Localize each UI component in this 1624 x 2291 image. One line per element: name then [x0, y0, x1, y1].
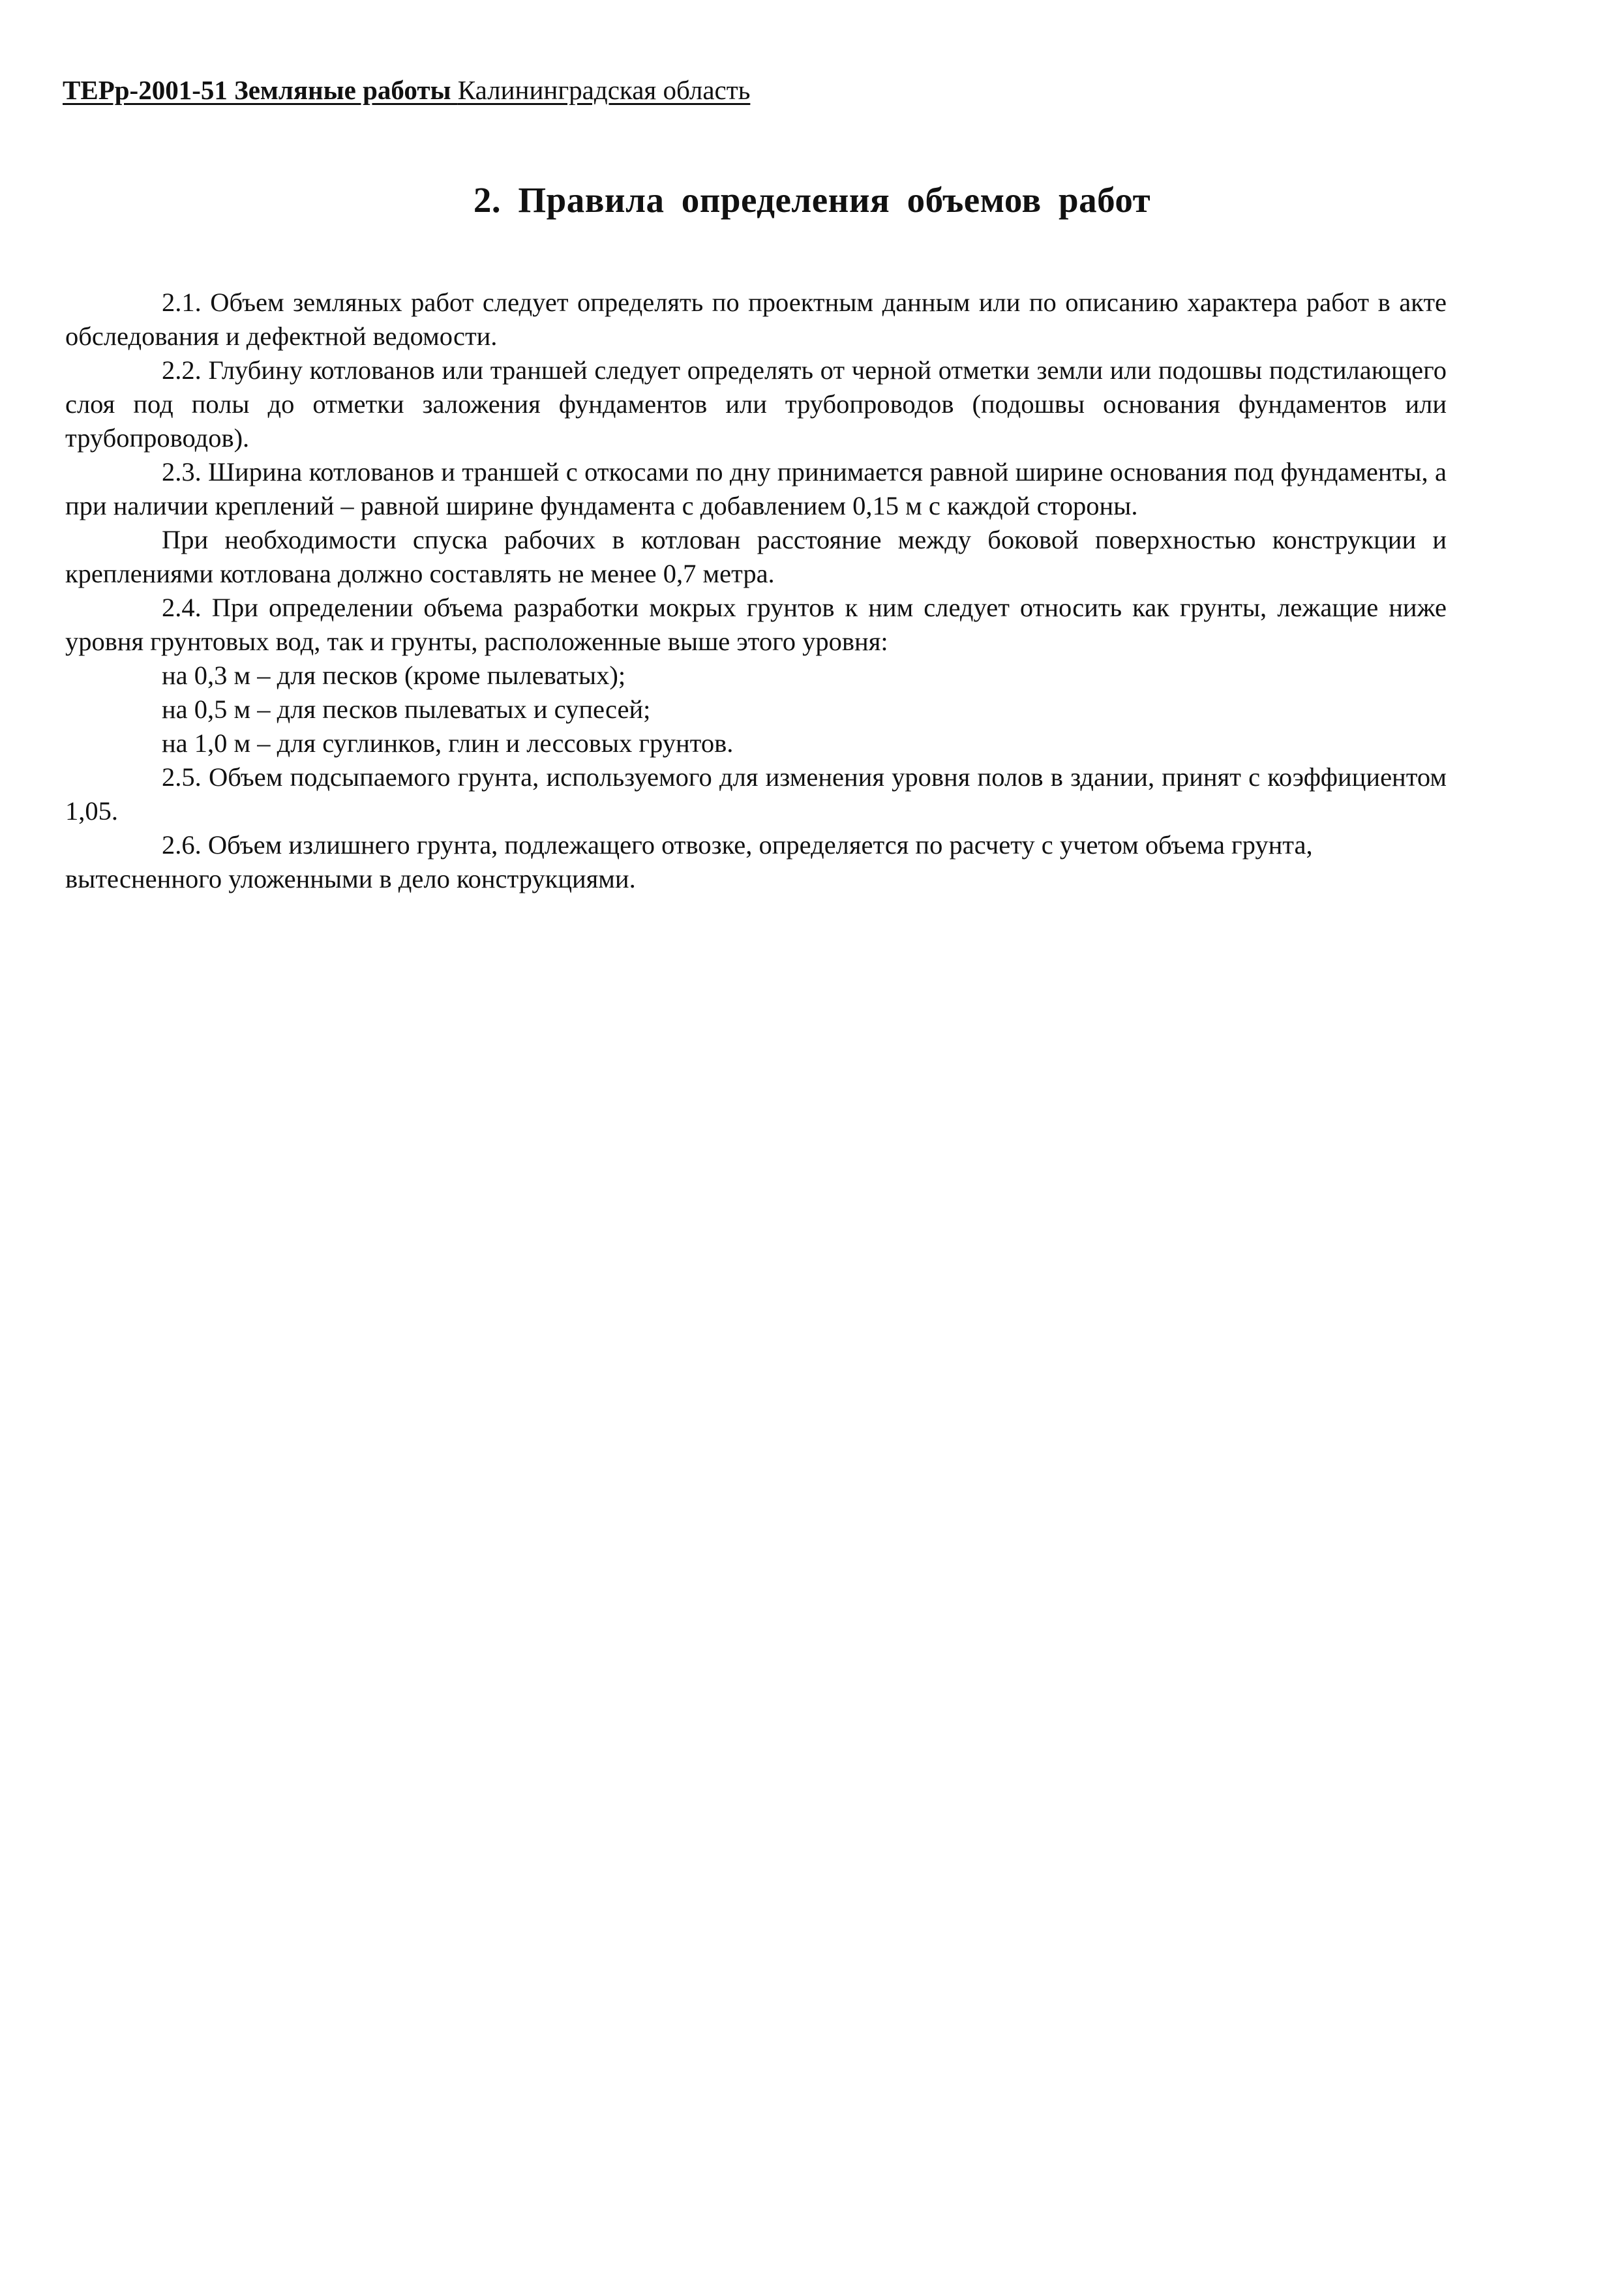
paragraph-2-1: 2.1. Объем земляных работ следует определять по проектным данным или по описанию характера работ в акте обследования и дефектной ведомости.: [65, 288, 1447, 351]
section-title: 2. Правила определения объемов работ: [473, 180, 1151, 220]
paragraph-2-4-item: на 0,5 м – для песков пылеватых и супесей;: [162, 695, 651, 724]
paragraph-2-3-note: При необходимости спуска рабочих в котлован расстояние между боковой поверхностью конструкции и креплениями котлована должно составлять не менее 0,7 метра.: [65, 525, 1447, 588]
header-code: ТЕРр-2001-51 Земляные работы: [63, 75, 451, 105]
document-header: [63, 73, 750, 107]
paragraph-2-4-item: на 0,3 м – для песков (кроме пылеватых);: [162, 661, 626, 690]
paragraph-2-5: 2.5. Объем подсыпаемого грунта, используемого для изменения уровня полов в здании, принят с коэффициентом 1,05.: [65, 762, 1447, 826]
document-body: [65, 286, 1447, 896]
header-region: Калининградская область: [457, 75, 751, 105]
paragraph-2-4: 2.4. При определении объема разработки мокрых грунтов к ним следует относить как грунты, лежащие ниже уровня грунтовых вод, так и грунты, расположенные выше этого уровня:: [65, 593, 1447, 656]
paragraph-2-3: 2.3. Ширина котлованов и траншей с откосами по дну принимается равной ширине основания под фундаменты, а при наличии креплений – равной ширине фундамента с добавлением 0,15 м с каждой стороны.: [65, 457, 1447, 520]
paragraph-2-4-item: на 1,0 м – для суглинков, глин и лессовых грунтов.: [162, 728, 734, 758]
paragraph-2-6: 2.6. Объем излишнего грунта, подлежащего отвозке, определяется по расчету с учетом объема грунта, вытесненного уложенными в дело конструкциями.: [65, 830, 1313, 893]
paragraph-2-2: 2.2. Глубину котлованов или траншей следует определять от черной отметки земли или подошвы подстилающего слоя под полы до отметки заложения фундаментов или трубопроводов (подошвы основания фундаментов или трубопроводов).: [65, 355, 1447, 453]
